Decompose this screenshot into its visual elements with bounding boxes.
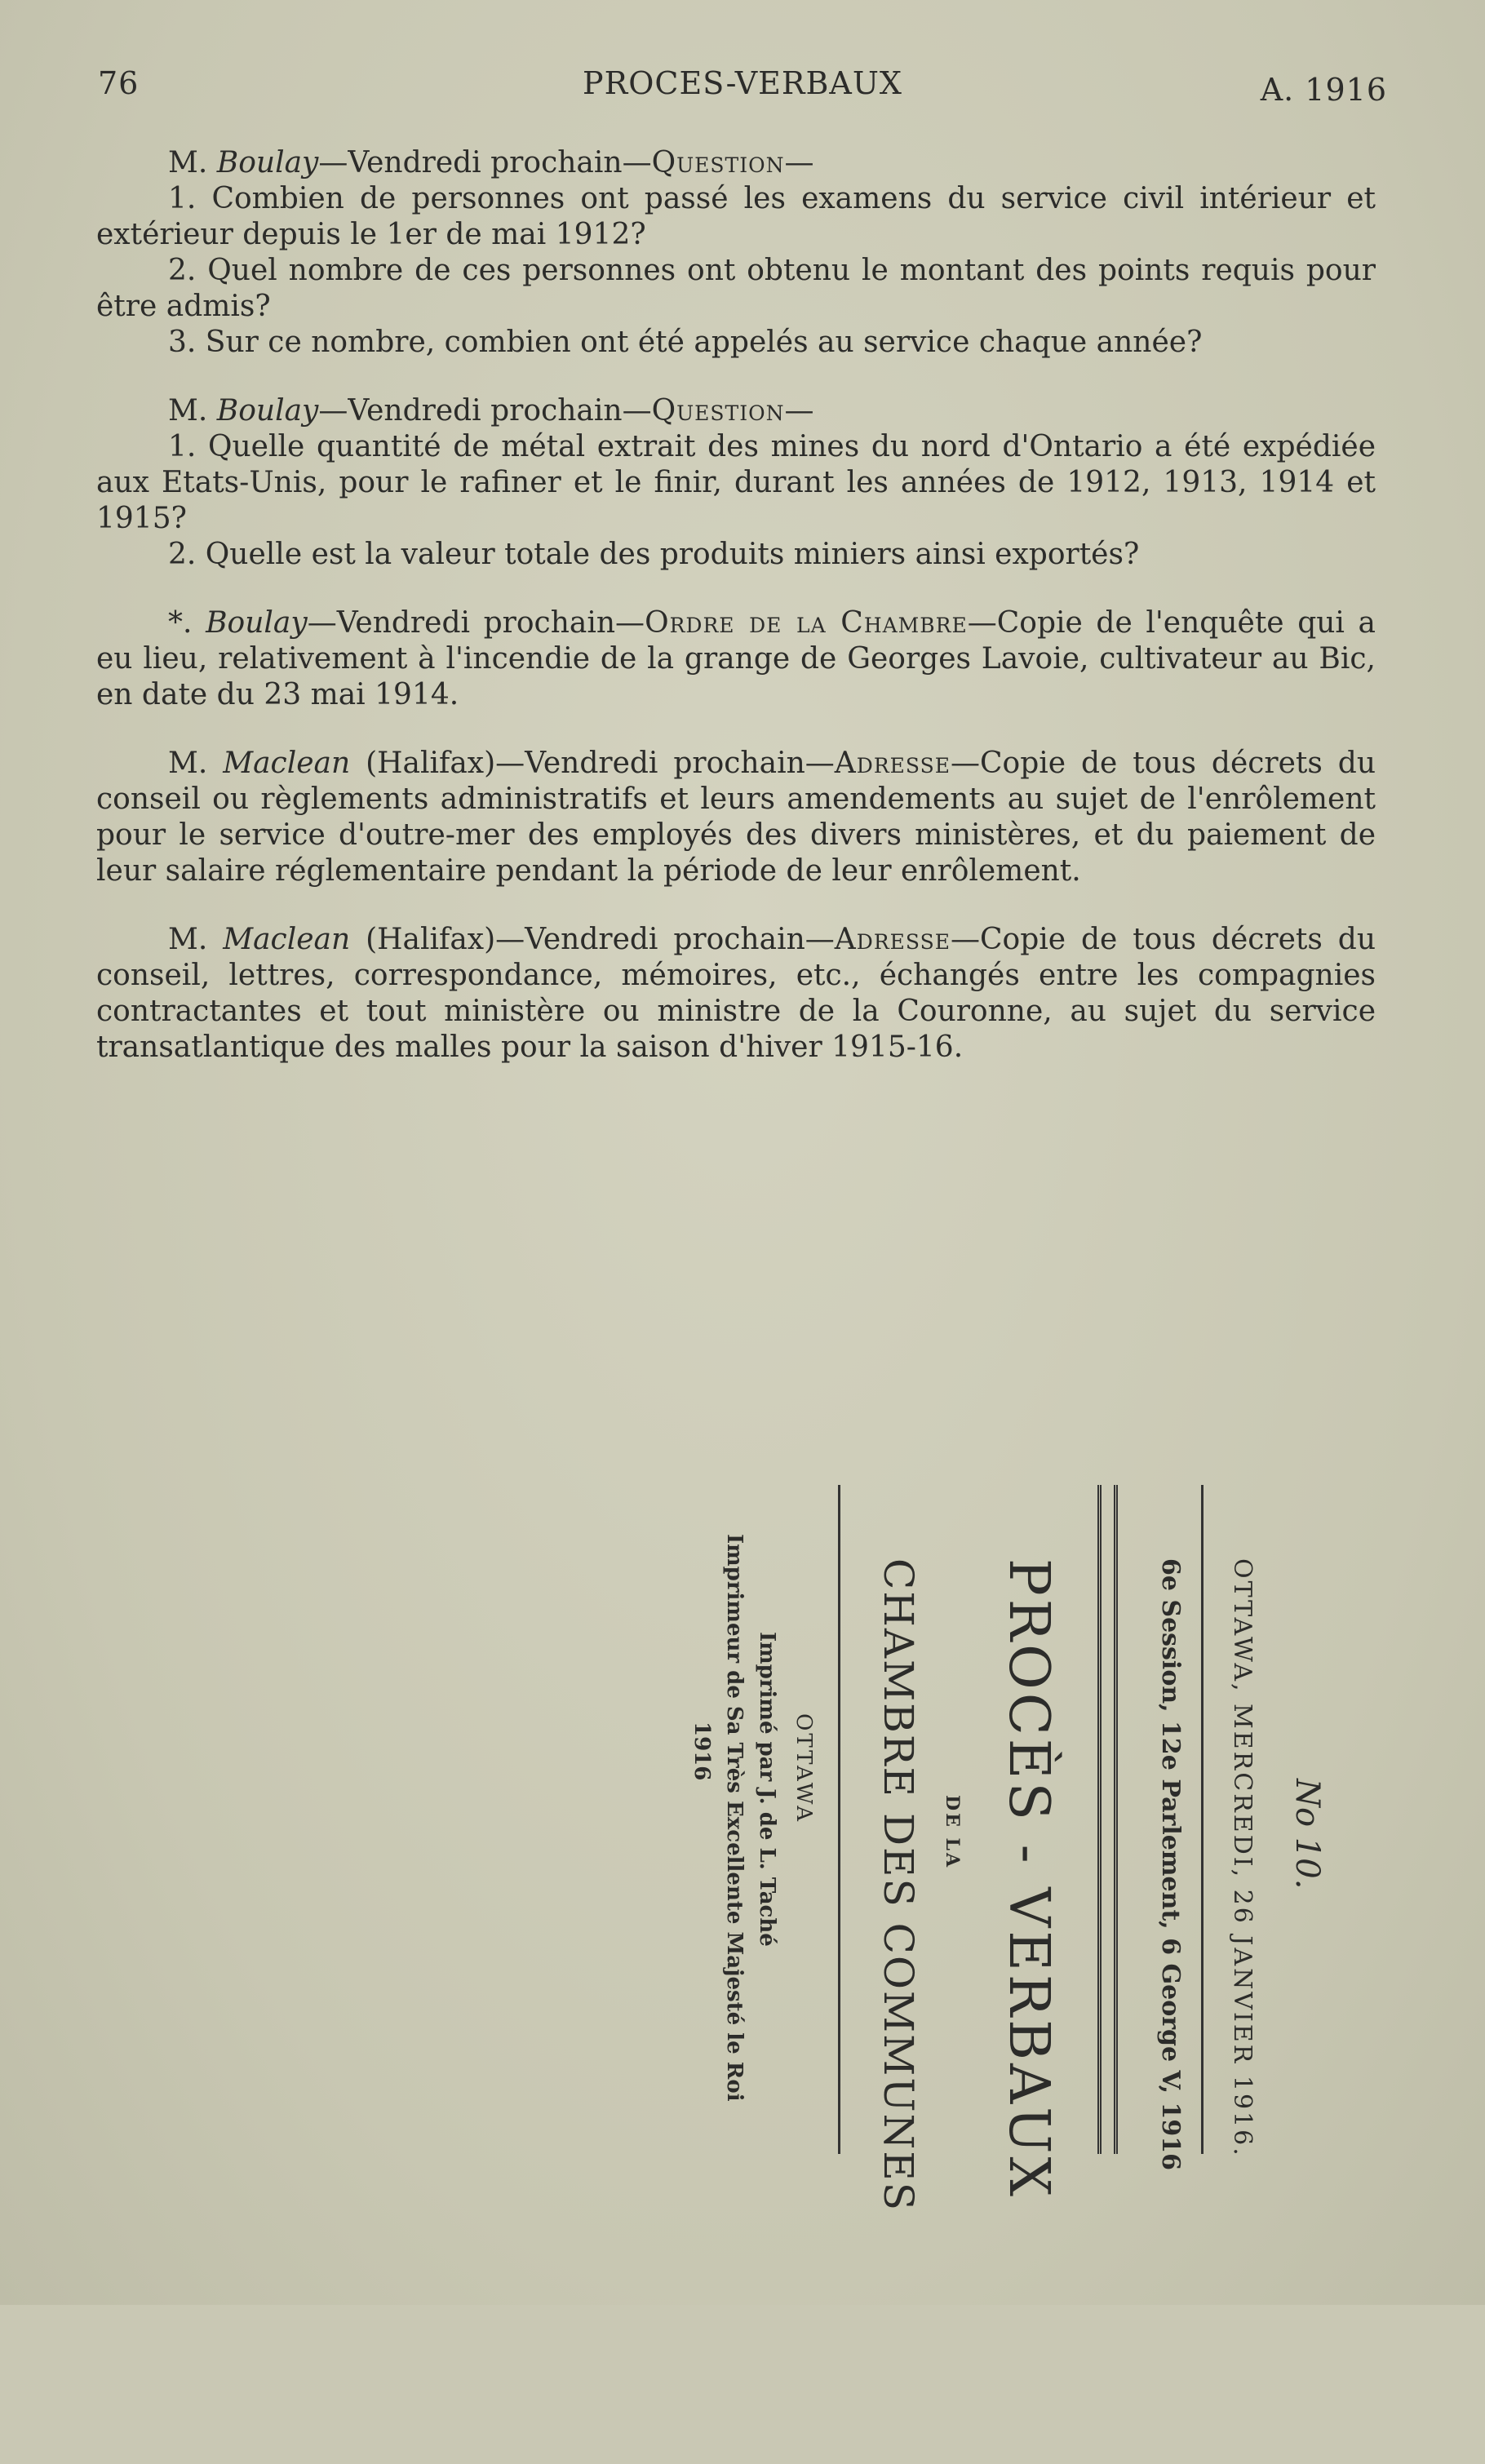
question-item: 3. Sur ce nombre, combien ont été appelés au service chaque année? bbox=[168, 326, 1203, 359]
proceedings-body bbox=[96, 145, 1376, 1066]
de-la: DE LA bbox=[942, 1795, 963, 1870]
page-number: 76 bbox=[98, 65, 140, 101]
issue-date: OTTAWA, MERCREDI, 26 JANVIER 1916. bbox=[1228, 1558, 1257, 2158]
main-title: PROCÈS - VERBAUX bbox=[996, 1558, 1061, 2200]
motion-entry bbox=[96, 922, 1376, 1066]
motion-paragraph: M. Maclean (Halifax)—Vendredi prochain—Adresse—Copie de tous décrets du conseil ou règlements administratifs et leurs amendements au sujet de l'enrôlement pour le service d'outre-mer des employés des divers ministères, et du paiement de leur salaire réglementaire pendant la période de leur enrôlement. bbox=[96, 747, 1376, 888]
member-name: Boulay bbox=[206, 606, 308, 640]
question-item: 2. Quel nombre de ces personnes ont obtenu le montant des points requis pour être admis? bbox=[96, 254, 1376, 323]
chamber-name: CHAMBRE DES COMMUNES bbox=[875, 1558, 922, 2212]
motion-kind: Adresse bbox=[834, 923, 951, 956]
motion-kind: Ordre de la Chambre bbox=[645, 606, 968, 640]
motion-kind: Question bbox=[651, 394, 785, 428]
motion-paragraph: *. Boulay—Vendredi prochain—Ordre de la Chambre—Copie de l'enquête qui a eu lieu, relativement à l'incendie de la grange de Georges Lavoie, cultivateur au Bic, en date du 23 mai 1914. bbox=[96, 606, 1376, 711]
printer-line-1: Imprimé par J. de L. Taché bbox=[755, 1632, 779, 1947]
page-header bbox=[98, 65, 1387, 114]
question-item: 2. Quelle est la valeur totale des produits miniers ainsi exportés? bbox=[168, 538, 1140, 571]
rule-upper bbox=[1201, 1485, 1204, 2154]
running-title: PROCES-VERBAUX bbox=[583, 65, 902, 101]
session-line: 6e Session, 12e Parlement, 6 George V, 1916 bbox=[1156, 1558, 1185, 2170]
header-year: A. 1916 bbox=[1260, 72, 1387, 108]
member-name: Boulay bbox=[216, 146, 319, 179]
rule-lower bbox=[838, 1485, 840, 2154]
question-item: 1. Quelle quantité de métal extrait des mines du nord d'Ontario a été expédiée aux Etats-Unis, pour le rafiner et le finir, durant les années de 1912, 1913, 1914 et 1915? bbox=[96, 430, 1376, 535]
rule-double bbox=[1114, 1485, 1118, 2154]
issue-number: No 10. bbox=[1288, 1779, 1326, 1890]
motion-heading: M. Boulay—Vendredi prochain—Question— bbox=[168, 394, 814, 428]
printer-year: 1916 bbox=[689, 1722, 714, 1781]
motion-entry bbox=[96, 746, 1376, 889]
printer-line-2: Imprimeur de Sa Très Excellente Majesté le Roi bbox=[722, 1534, 747, 2102]
motion-kind: Question bbox=[651, 146, 785, 179]
print-city: OTTAWA bbox=[791, 1713, 816, 1824]
title-page-block bbox=[82, 1485, 1403, 2212]
title-page-rotated bbox=[82, 1485, 1403, 2212]
member-name: Maclean bbox=[223, 923, 351, 956]
motion-entry bbox=[96, 393, 1376, 573]
member-name: Boulay bbox=[216, 394, 319, 428]
question-item: 1. Combien de personnes ont passé les examens du service civil intérieur et extérieur depuis le 1er de mai 1912? bbox=[96, 182, 1376, 251]
motion-entry bbox=[96, 145, 1376, 361]
rule-double-lower bbox=[1097, 1485, 1102, 2154]
motion-paragraph: M. Maclean (Halifax)—Vendredi prochain—Adresse—Copie de tous décrets du conseil, lettres, correspondance, mémoires, etc., échangés entre les compagnies contractantes et tout ministère ou ministre de la Couronne, au sujet du service transatlantique des malles pour la saison d'hiver 1915-16. bbox=[96, 923, 1376, 1064]
motion-heading: M. Boulay—Vendredi prochain—Question— bbox=[168, 146, 814, 179]
motion-entry bbox=[96, 605, 1376, 713]
motion-kind: Adresse bbox=[834, 747, 951, 780]
member-name: Maclean bbox=[223, 747, 351, 780]
